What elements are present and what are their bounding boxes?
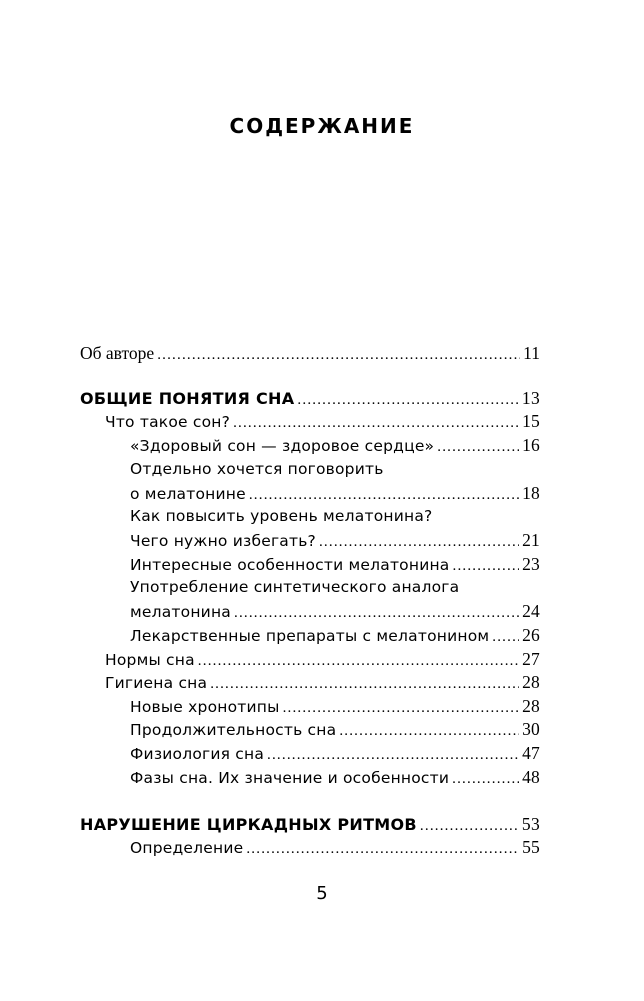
- toc-entry-page: 24: [522, 601, 540, 621]
- toc-entry-label: Лекарственные препараты с мелатонином: [130, 627, 490, 645]
- toc-entry-label: Гигиена сна: [105, 674, 208, 692]
- toc-entry-label: Как повысить уровень мелатонина?: [130, 507, 433, 525]
- dot-leader: [267, 743, 519, 767]
- toc-entry[interactable]: [130, 575, 540, 599]
- toc-entry-label: «Здоровый сон — здоровое сердце»: [130, 437, 435, 455]
- page-number: 5: [316, 883, 328, 904]
- toc-entry-page: 11: [523, 343, 540, 363]
- dot-leader: [246, 837, 519, 861]
- toc-entry-page: 26: [522, 625, 540, 645]
- toc-entry-label: Что такое сон?: [105, 413, 231, 431]
- toc-entry-label: Определение: [130, 839, 244, 857]
- toc-entry[interactable]: [130, 599, 540, 623]
- toc-entry-page: 18: [522, 483, 540, 503]
- dot-leader: [157, 343, 520, 367]
- toc-entry-page: 21: [522, 530, 540, 550]
- toc-section-entry[interactable]: [80, 386, 540, 410]
- toc-entry-label: Отдельно хочется поговорить: [130, 460, 384, 478]
- toc-section-entry[interactable]: [80, 812, 540, 836]
- toc-entry-page: 53: [521, 814, 540, 834]
- toc-entry-label: Нормы сна: [105, 651, 195, 669]
- dot-leader: [492, 625, 519, 649]
- toc-entry-label: Новые хронотипы: [130, 698, 280, 716]
- dot-leader: [234, 601, 519, 625]
- toc-entry[interactable]: [130, 694, 540, 718]
- toc-entry[interactable]: [130, 552, 540, 576]
- toc-entry[interactable]: [130, 623, 540, 647]
- toc-entry-page: 28: [522, 696, 540, 716]
- toc-entry[interactable]: [130, 765, 540, 789]
- toc-entry-page: 23: [522, 554, 540, 574]
- toc-entry-label: Употребление синтетического аналога: [130, 578, 460, 596]
- toc-entry[interactable]: [130, 835, 540, 859]
- toc-entry[interactable]: [130, 481, 540, 505]
- toc-entry-page: 27: [522, 649, 540, 669]
- toc-entry-page: 30: [522, 719, 540, 739]
- dot-leader: [339, 719, 519, 743]
- dot-leader: [210, 672, 519, 696]
- toc-entry[interactable]: [105, 670, 540, 694]
- dot-leader: [452, 767, 519, 791]
- toc-entry[interactable]: [130, 433, 540, 457]
- toc-entry-label: Интересные особенности мелатонина: [130, 556, 450, 574]
- toc-entry-label: Фазы сна. Их значение и особенности: [130, 769, 450, 787]
- toc-entry-page: 47: [522, 743, 540, 763]
- toc-entry-page: 48: [522, 767, 540, 787]
- toc-entry[interactable]: [130, 528, 540, 552]
- toc-entry-page: 28: [522, 672, 540, 692]
- dot-leader: [319, 530, 519, 554]
- toc-entry-page: 15: [522, 411, 540, 431]
- dot-leader: [437, 435, 519, 459]
- toc-entry[interactable]: [130, 741, 540, 765]
- toc-entry-page: 16: [522, 435, 540, 455]
- dot-leader: [233, 411, 519, 435]
- toc-entry-label: мелатонина: [130, 603, 231, 621]
- toc-entry-label: ОБЩИЕ ПОНЯТИЯ СНА: [80, 389, 295, 408]
- toc-entry-label: Об авторе: [80, 343, 155, 363]
- toc-entry-label: Продолжительность сна: [130, 721, 337, 739]
- toc-entry-page: 55: [522, 837, 540, 857]
- toc-entry-label: Чего нужно избегать?: [130, 532, 316, 550]
- toc-entry[interactable]: [80, 341, 540, 365]
- toc-entry-label: НАРУШЕНИЕ ЦИРКАДНЫХ РИТМОВ: [80, 815, 417, 834]
- toc-entry-page: 13: [521, 388, 540, 408]
- toc-entry[interactable]: [130, 457, 540, 481]
- page-title: СОДЕРЖАНИЕ: [229, 114, 415, 138]
- toc-entry[interactable]: [105, 409, 540, 433]
- toc-entry-label: о мелатонине: [130, 485, 246, 503]
- toc-entry[interactable]: [105, 647, 540, 671]
- toc-entry-label: Физиология сна: [130, 745, 265, 763]
- toc-entry[interactable]: [130, 504, 540, 528]
- toc-entry[interactable]: [130, 717, 540, 741]
